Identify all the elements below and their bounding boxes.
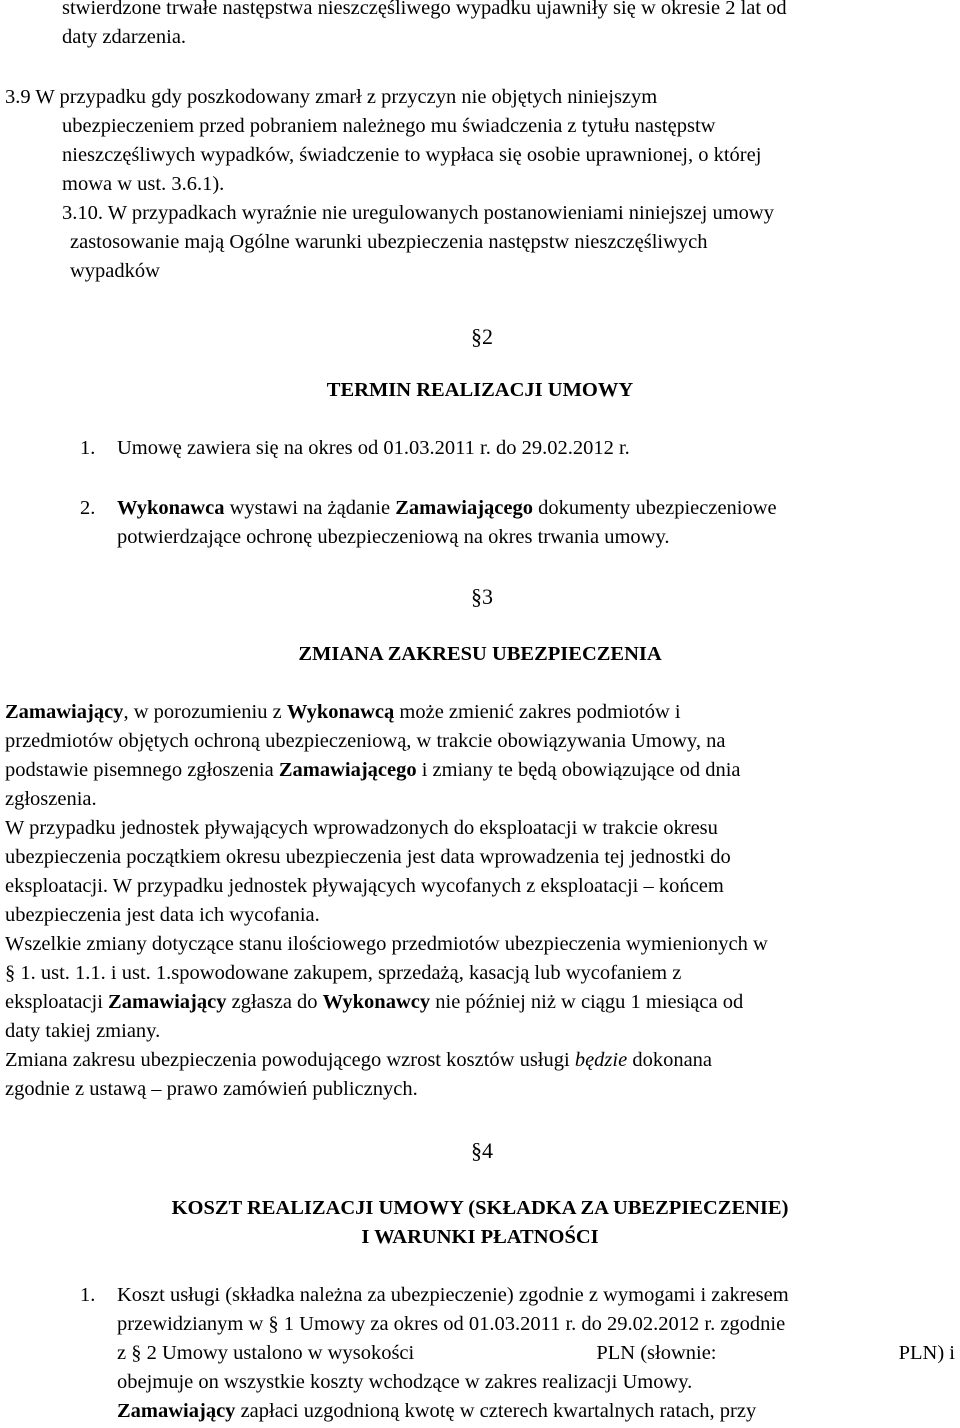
text-span: dokumenty ubezpieczeniowe — [533, 497, 777, 519]
text-span: zgłasza do — [226, 991, 323, 1013]
text-line — [5, 698, 681, 727]
text-span: Zmiana zakresu ubezpieczenia powodującego wzrost kosztów usługi — [5, 1049, 575, 1071]
text-line: § 1. ust. 1.1. i ust. 1.spowodowane zakupem, sprzedażą, kasacją lub wycofaniem z — [5, 962, 682, 984]
list-item: Koszt usługi (składka należna za ubezpieczenie) zgodnie z wymogami i zakresem — [117, 1284, 789, 1306]
text-span: i zmiany te będą obowiązujące od dnia — [416, 759, 741, 781]
list-item: Umowę zawiera się na okres od 01.03.2011 r. do 29.02.2012 r. — [117, 437, 630, 459]
section-heading: KOSZT REALIZACJI UMOWY (SKŁADKA ZA UBEZPIECZENIE) — [171, 1197, 789, 1219]
party-name: Wykonawcą — [286, 701, 395, 723]
section-heading: ZMIANA ZAKRESU UBEZPIECZENIA — [298, 643, 662, 665]
list-item — [117, 494, 777, 523]
text-line: wypadków — [70, 260, 160, 282]
text-line: Wszelkie zmiany dotyczące stanu ilościowego przedmiotów ubezpieczenia wymienionych w — [5, 933, 768, 955]
text-line — [5, 756, 741, 785]
text-span: eksploatacji — [5, 991, 109, 1013]
party-name: Zamawiający — [117, 1400, 236, 1422]
text-line: 3.10. W przypadkach wyraźnie nie uregulowanych postanowieniami niniejszej umowy — [62, 202, 774, 224]
text-line: przedmiotów objętych ochroną ubezpieczeniową, w trakcie obowiązywania Umowy, na — [5, 730, 726, 752]
text-line: obejmuje on wszystkie koszty wchodzące w zakres realizacji Umowy. — [117, 1371, 693, 1393]
text-line: daty takiej zmiany. — [5, 1020, 161, 1042]
text-line: daty zdarzenia. — [62, 26, 187, 48]
text-line: mowa w ust. 3.6.1). — [62, 173, 225, 195]
text-span: PLN) i — [898, 1342, 955, 1364]
text-line: W przypadku jednostek pływających wprowadzonych do eksploatacji w trakcie okresu — [5, 817, 718, 839]
text-line: eksploatacji. W przypadku jednostek pływających wycofanych z eksploatacji – końcem — [5, 875, 724, 897]
text-line: przewidzianym w § 1 Umowy za okres od 01.03.2011 r. do 29.02.2012 r. zgodnie — [117, 1313, 786, 1335]
section-heading: I WARUNKI PŁATNOŚCI — [361, 1226, 599, 1248]
list-number: 1. — [80, 1284, 96, 1306]
party-name: Zamawiający — [108, 991, 227, 1013]
text-line: ubezpieczenia początkiem okresu ubezpieczenia jest data wprowadzenia tej jednostki do — [5, 846, 731, 868]
text-line — [5, 1046, 712, 1075]
party-name: Wykonawcy — [322, 991, 431, 1013]
text-line: stwierdzone trwałe następstwa nieszczęśliwego wypadku ujawniły się w okresie 2 lat od — [62, 0, 787, 19]
text-line: nieszczęśliwych wypadków, świadczenie to wypłaca się osobie uprawnionej, o której — [62, 144, 762, 166]
text-span: z § 2 Umowy ustalono w wysokości — [117, 1342, 415, 1364]
party-name: Zamawiający — [5, 701, 124, 723]
list-number: 1. — [80, 437, 96, 459]
party-name: Zamawiającego — [395, 497, 534, 519]
text-line: zgodnie z ustawą – prawo zamówień publicznych. — [5, 1078, 418, 1100]
text-line: potwierdzające ochronę ubezpieczeniową na okres trwania umowy. — [117, 526, 670, 548]
party-name: Wykonawca — [117, 497, 225, 519]
party-name: Zamawiającego — [278, 759, 417, 781]
section-sign: §4 — [471, 1138, 493, 1163]
text-line — [117, 1339, 955, 1368]
text-span: wystawi na żądanie — [224, 497, 396, 519]
list-number: 2. — [80, 497, 96, 519]
text-span: podstawie pisemnego zgłoszenia — [5, 759, 279, 781]
section-sign: §2 — [471, 324, 493, 349]
text-span: dokonana — [627, 1049, 713, 1071]
text-span: , w porozumieniu z — [123, 701, 287, 723]
text-span: nie później niż w ciągu 1 miesiąca od — [430, 991, 744, 1013]
text-span: zapłaci uzgodnioną kwotę w czterech kwartalnych ratach, przy — [235, 1400, 757, 1422]
section-sign: §3 — [471, 584, 493, 609]
text-line: zastosowanie mają Ogólne warunki ubezpieczenia następstw nieszczęśliwych — [70, 231, 708, 253]
text-line — [5, 988, 743, 1017]
text-line: 3.9 W przypadku gdy poszkodowany zmarł z przyczyn nie objętych niniejszym — [5, 86, 658, 108]
text-span: PLN (słownie: — [596, 1342, 717, 1364]
text-line: ubezpieczeniem przed pobraniem należnego mu świadczenia z tytułu następstw — [62, 115, 716, 137]
text-line: ubezpieczenia jest data ich wycofania. — [5, 904, 320, 926]
text-line — [117, 1397, 756, 1426]
text-line: zgłoszenia. — [5, 788, 97, 810]
emphasis-text: będzie — [574, 1049, 628, 1071]
text-span: może zmienić zakres podmiotów i — [394, 701, 681, 723]
section-heading: TERMIN REALIZACJI UMOWY — [326, 379, 634, 401]
